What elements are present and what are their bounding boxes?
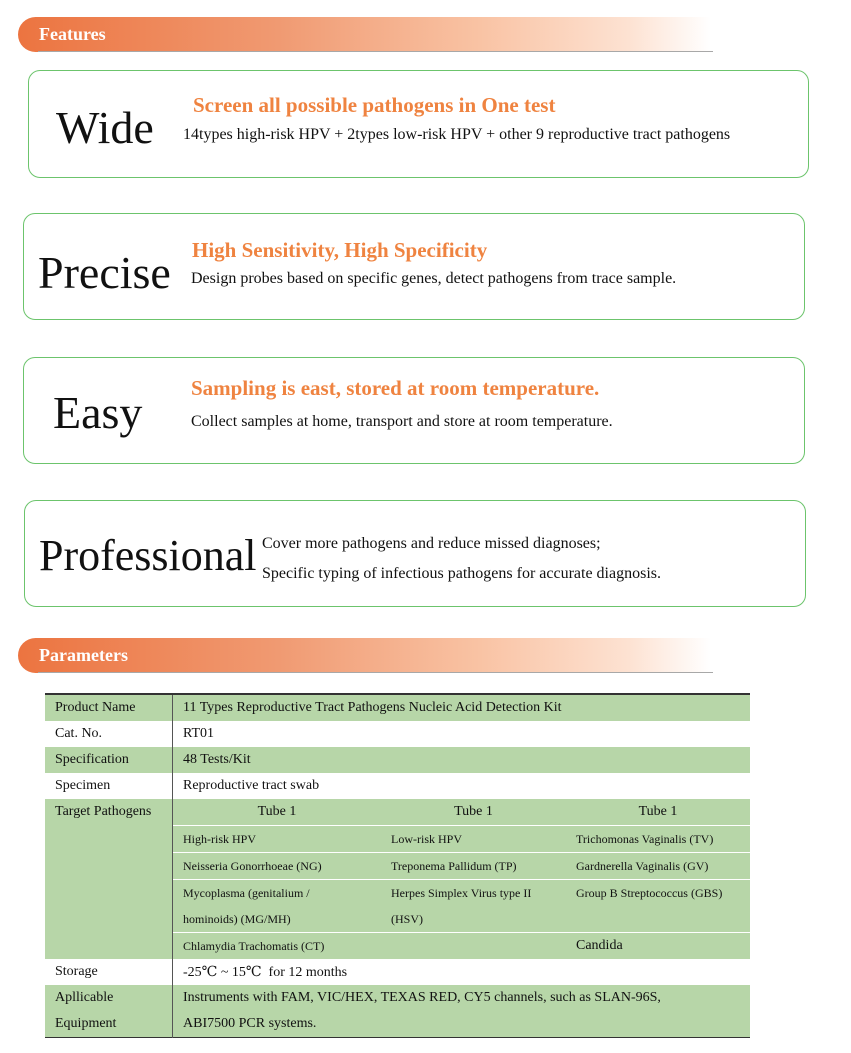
feature-word: Wide: [56, 102, 154, 153]
table-row: [45, 747, 750, 773]
row-value: 11 Types Reproductive Tract Pathogens Nucleic Acid Detection Kit: [173, 694, 751, 721]
pathogen: Group B Streptococcus (GBS): [566, 880, 750, 933]
row-label: Product Name: [45, 694, 173, 721]
feature-text: Design probes based on specific genes, detect pathogens from trace sample.: [191, 270, 677, 287]
row-value: Reproductive tract swab: [183, 778, 320, 793]
table-row: [45, 799, 750, 826]
pathogen: High-risk HPV: [173, 826, 382, 853]
feature-card-wide: [28, 70, 809, 178]
parameters-table: [45, 693, 750, 1038]
features-header: [18, 17, 763, 52]
pathogen: Neisseria Gonorrhoeae (NG): [173, 853, 382, 880]
feature-word: Precise: [38, 247, 171, 298]
feature-text: Collect samples at home, transport and store at room temperature.: [191, 413, 613, 430]
table-row: [45, 985, 750, 1038]
row-label: Storage: [45, 959, 173, 985]
pathogen: Herpes Simplex Virus type II (HSV): [381, 880, 566, 933]
pathogen: Gardnerella Vaginalis (GV): [566, 853, 750, 880]
pathogen: [381, 933, 566, 960]
feature-title: Screen all possible pathogens in One test: [193, 93, 556, 117]
row-label: Apllicable: [55, 990, 114, 1005]
pathogen: Chlamydia Trachomatis (CT): [173, 933, 382, 960]
tube-header: Tube 1: [566, 799, 750, 826]
row-value: 48 Tests/Kit: [173, 747, 751, 773]
feature-title: Sampling is east, stored at room temperature.: [191, 376, 600, 400]
tube-header: Tube 1: [381, 799, 566, 826]
pathogen: Trichomonas Vaginalis (TV): [566, 826, 750, 853]
feature-text: Cover more pathogens and reduce missed diagnoses;: [262, 535, 601, 552]
feature-card-precise: [23, 213, 805, 320]
table-row: [45, 694, 750, 721]
tube-header: Tube 1: [173, 799, 382, 826]
row-value: -25℃ ~ 15℃ for 12 months: [183, 964, 348, 980]
row-value: RT01: [183, 726, 215, 741]
feature-word: Professional: [39, 531, 257, 580]
row-value: ABI7500 PCR systems.: [183, 1016, 317, 1031]
row-label: Specimen: [45, 773, 173, 799]
parameters-header: [18, 638, 763, 673]
feature-card-easy: [23, 357, 805, 464]
pathogen: Low-risk HPV: [381, 826, 566, 853]
feature-text: 14types high-risk HPV + 2types low-risk HPV + other 9 reproductive tract pathogens: [183, 126, 731, 143]
row-value: Instruments with FAM, VIC/HEX, TEXAS RED, CY5 channels, such as SLAN-96S,: [183, 990, 661, 1005]
features-title: Features: [39, 24, 106, 44]
table-row: [45, 959, 750, 985]
parameters-title: Parameters: [39, 645, 128, 665]
feature-title: High Sensitivity, High Specificity: [192, 238, 488, 262]
pathogen: Candida: [566, 933, 750, 960]
row-label: Cat. No.: [45, 721, 173, 747]
pathogen: Mycoplasma (genitalium / hominoids) (MG/MH): [173, 880, 382, 933]
table-row: [45, 773, 750, 799]
feature-word: Easy: [53, 387, 143, 438]
row-label: Equipment: [55, 1016, 117, 1031]
row-label: Specification: [45, 747, 173, 773]
pathogen: Treponema Pallidum (TP): [381, 853, 566, 880]
feature-text: Specific typing of infectious pathogens for accurate diagnosis.: [262, 565, 661, 582]
feature-card-professional: [24, 500, 806, 607]
table-row: [45, 721, 750, 747]
row-label: Target Pathogens: [45, 799, 173, 959]
